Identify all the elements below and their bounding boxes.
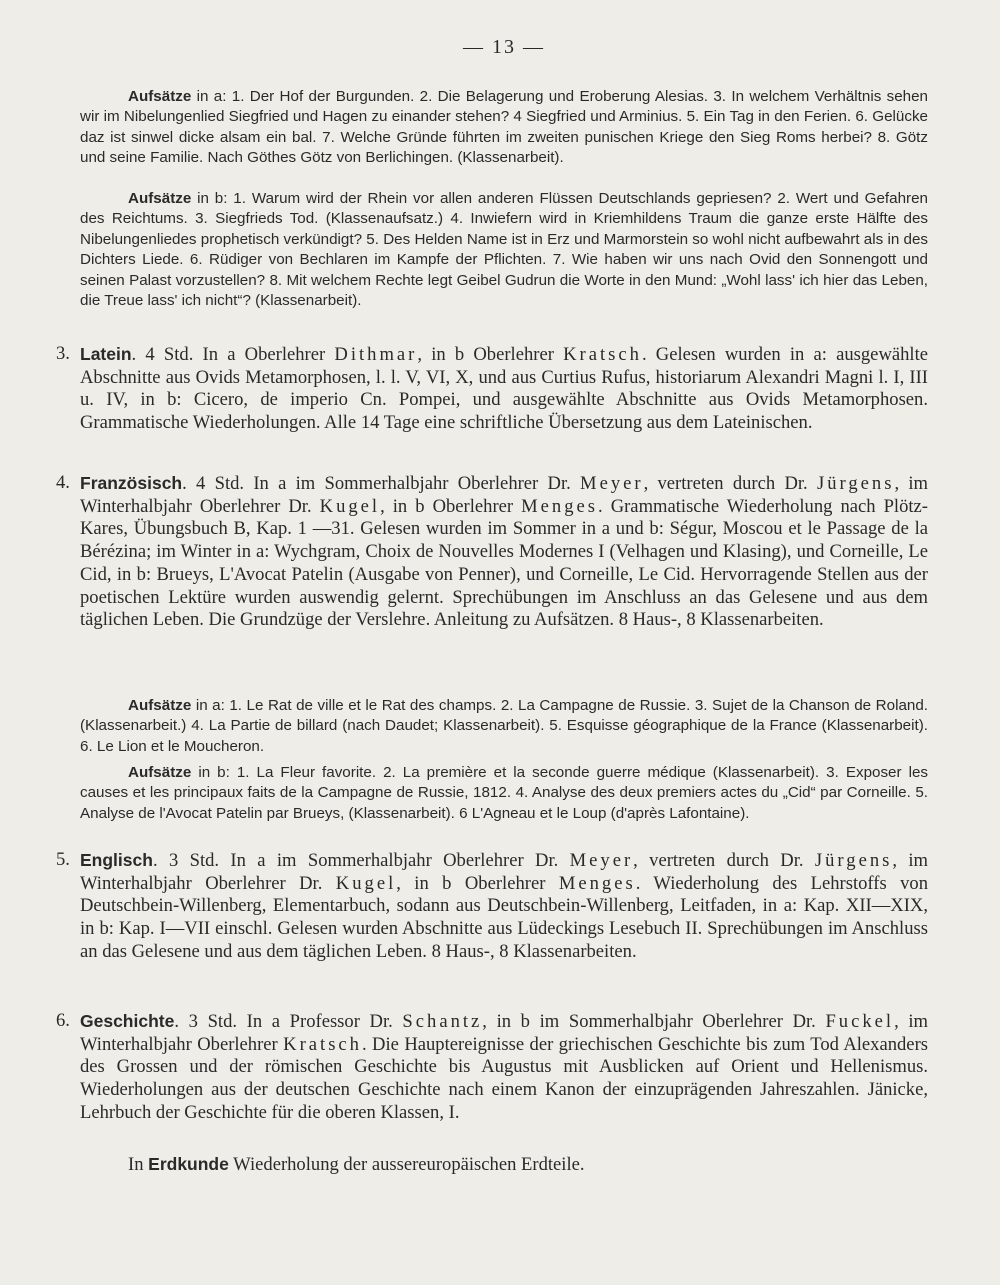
section-text: . Die Hauptereignisse der griechischen Geschichte bis zum Tod Alexanders des Grossen und der römischen Geschichte bis Augustus mit Ausblicken auf Orient und Hellenismus. Wiederholungen aus der deutschen Geschichte nach einem Kanon der einzuprägenden Jahreszahlen. Jänicke, Lehrbuch der Geschichte für die oberen Klassen, I. <box>80 1033 928 1123</box>
section-text: , vertreten durch Dr. <box>643 473 817 494</box>
aufsaetze-b-paragraph <box>80 189 928 311</box>
teacher-name: Meyer <box>569 850 634 871</box>
section-text: . 3 Std. In a im Sommerhalbjahr Oberlehrer Dr. <box>152 850 570 871</box>
section-text: , in b Oberlehrer <box>396 872 559 894</box>
section-text: , in b Oberlehrer <box>417 344 564 365</box>
section-number: 3. <box>56 343 70 364</box>
teacher-name: Kratsch <box>563 344 642 365</box>
section-latein <box>56 343 928 435</box>
section-text: , im Winterhalbjahr Oberlehrer Dr. <box>80 473 929 517</box>
section-number: 5. <box>56 849 70 870</box>
teacher-name: Menges <box>558 872 636 894</box>
teacher-name: Kugel <box>335 872 397 894</box>
teacher-name: Jürgens <box>814 850 893 871</box>
section-text: . 4 Std. In a im Sommerhalbjahr Oberlehrer Dr. <box>182 473 581 494</box>
section-text: , in b Oberlehrer <box>380 495 522 517</box>
teacher-name: Fuckel <box>825 1011 895 1032</box>
section-title: Französisch <box>80 473 183 493</box>
franz-aufsaetze-b-text: in b: 1. La Fleur favorite. 2. La première et la seconde guerre médique (Klassenarbeit). 3. Exposer les causes et les principaux faits de la Campagne de Russie, 1812. 4. Analyse des deux premiers actes du „Cid“ par Corneille. 5. Analyse de l'Avocat Patelin par Brueys, (Klassenarbeit). 6 L'Agneau et le Loup (d'après Lafontaine). <box>80 764 928 822</box>
section-title: Geschichte <box>80 1011 175 1031</box>
section-text: . Gelesen wurden in a: ausgewählte Abschnitte aus Ovids Metamorphosen, l. l. V, VI, X, und aus Curtius Rufus, historiarum Alexandri Magni l. I, III u. IV, in b: Cicero, de imperio Cn. Pompei, und ausgewählte Abschnitte aus Ovids Metamorphosen. Grammatische Wiederholungen. Alle 14 Tage eine schriftliche Übersetzung aus dem Lateinischen. <box>80 344 928 434</box>
teacher-name: Kratsch <box>283 1033 362 1055</box>
teacher-name: Meyer <box>580 473 644 494</box>
section-text: , im Winterhalbjahr Oberlehrer Dr. <box>80 850 929 894</box>
section-text: . 3 Std. In a Professor Dr. <box>174 1011 403 1032</box>
aufsaetze-a-paragraph <box>80 87 928 169</box>
section-number: 4. <box>56 472 70 493</box>
section-title: Latein <box>80 344 132 364</box>
franz-aufsaetze-a-text: in a: 1. Le Rat de ville et le Rat des champs. 2. La Campagne de Russie. 3. Sujet de la Chanson de Roland. (Klassenarbeit.) 4. La Partie de billard (nach Daudet; Klassenarbeit). 5. Esquisse géographique de la France (Klassenarbeit). 6. Le Lion et le Moucheron. <box>80 697 928 755</box>
section-text: . 4 Std. In a Oberlehrer <box>131 344 335 365</box>
page-number: — 13 — <box>463 36 545 58</box>
section-englisch <box>56 849 929 964</box>
aufsaetze-label: Aufsätze <box>128 88 192 105</box>
section-text: . Grammatische Wiederholung nach Plötz-Kares, Übungsbuch B, Kap. 1 —31. Gelesen wurden im Sommer in a und b: Ségur, Moscou et le Passage de la Bérézina; im Winter in a: Wychgram, Choix de Nouvelles Modernes I (Velhagen und Klasing), und Corneille, Le Cid, in b: Brueys, L'Avocat Patelin (Ausgabe von Penner), und Corneille, Le Cid. Hervorragende Stellen aus der poetischen Lektüre wurden auswendig gelernt. Sprechübungen im Anschluss an das Gelesene und aus dem täglichen Leben. Die Grundzüge der Verslehre. Anleitung zu Aufsätzen. 8 Haus-, 8 Klassenarbeiten. <box>80 495 928 631</box>
teacher-name: Dithmar <box>334 344 418 365</box>
teacher-name: Schantz <box>402 1011 483 1032</box>
section-geschichte <box>56 1010 928 1125</box>
section-text: Wiederholung der aussereuropäischen Erdteile. <box>228 1154 585 1175</box>
franz-aufsaetze-b-paragraph <box>80 763 928 824</box>
aufsaetze-label: Aufsätze <box>128 190 192 207</box>
aufsaetze-a-text: in a: 1. Der Hof der Burgunden. 2. Die Belagerung und Eroberung Alesias. 3. In welchem Verhältnis sehen wir im Nibelungenlied Siegfried und Hagen zu einander stehen? 4 Siegfried und Arminius. 5. Ein Tag in den Ferien. 6. Gelücke daz ist sinwel dicke alsam ein bal. 7. Welche Gründe führten im zweiten punischen Kriege den Sieg Roms herbei? 8. Götz und seine Familie. Nach Göthes Götz von Berlichingen. (Klassenarbeit). <box>80 88 928 167</box>
section-text: . Wiederholung des Lehrstoffs von Deutschbein-Willenberg, Elementarbuch, sodann aus Deutschbein-Willenberg, Leitfaden, in a: Kap. XII—XIX, in b: Kap. I—VII einschl. Gelesen wurden Abschnitte aus Lüdeckings Lesebuch II. Sprechübungen im Anschluss an das Gelesene und aus dem täglichen Leben. 8 Haus-, 8 Klassenarbeiten. <box>80 872 929 962</box>
teacher-name: Kugel <box>319 495 381 517</box>
section-title: Erdkunde <box>148 1154 229 1174</box>
section-text: , vertreten durch Dr. <box>633 850 815 871</box>
section-text: In <box>128 1154 149 1175</box>
teacher-name: Menges <box>521 495 599 517</box>
section-title: Englisch <box>80 850 153 870</box>
section-text: , im Winterhalbjahr Oberlehrer <box>80 1011 928 1055</box>
section-franzoesisch <box>56 472 929 632</box>
teacher-name: Jürgens <box>816 473 895 494</box>
erdkunde-paragraph <box>80 1153 585 1177</box>
aufsaetze-label: Aufsätze <box>128 764 192 781</box>
section-number: 6. <box>56 1010 70 1031</box>
franz-aufsaetze-a-paragraph <box>80 696 928 757</box>
aufsaetze-label: Aufsätze <box>128 697 192 714</box>
section-text: , in b im Sommerhalbjahr Oberlehrer Dr. <box>482 1011 826 1032</box>
aufsaetze-b-text: in b: 1. Warum wird der Rhein vor allen anderen Flüssen Deutschlands gepriesen? 2. Wert und Gefahren des Reichtums. 3. Siegfrieds Tod. (Klassenaufsatz.) 4. Inwiefern wird in Kriemhildens Traum die ganze erste Hälfte des Nibelungenliedes prophetisch verkündigt? 5. Des Helden Name ist in Erz und Marmorstein so wohl nicht aufbewahrt als in des Dichters Liede. 6. Rüdiger von Bechlaren im Kampfe der Pflichten. 7. Wie haben wir uns nach Ovid den Sonnengott und seinen Palast vorzustellen? 8. Mit welchem Rechte legt Geibel Gudrun die Worte in den Mund: „Wohl lass' ich hier das Leben, die Treue lass' ich nicht“? (Klassenarbeit). <box>80 190 928 310</box>
